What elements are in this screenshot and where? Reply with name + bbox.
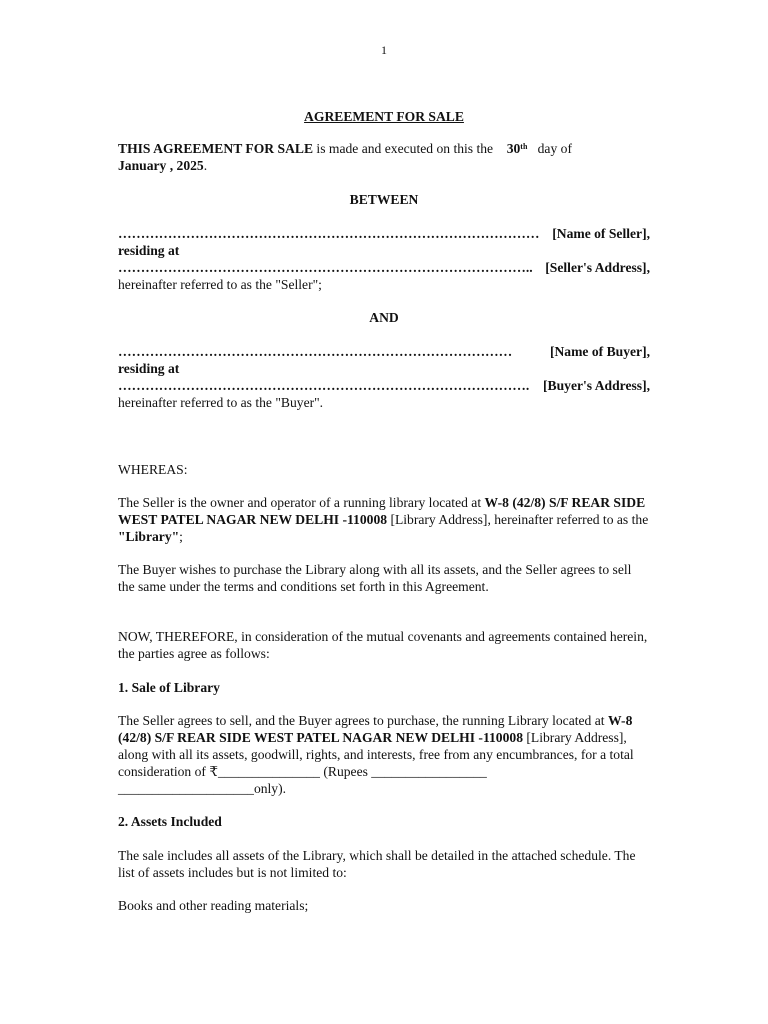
between-heading <box>0 191 768 208</box>
between-label: BETWEEN <box>349 192 419 207</box>
seller-name-line <box>118 225 650 242</box>
seller-address-label: [Seller's Address], <box>545 260 650 275</box>
recital-paragraph-1 <box>118 494 650 545</box>
buyer-section <box>118 343 650 411</box>
asset-item-books: Books and other reading materials; <box>118 898 309 913</box>
buyer-residing: residing at <box>118 361 180 376</box>
seller-residing: residing at <box>118 243 180 258</box>
page-number: 1 <box>381 43 387 57</box>
recital-1-text-2: [Library Address], hereinafter referred to as the <box>387 512 649 527</box>
title-text: AGREEMENT FOR SALE <box>304 109 464 124</box>
intro-day-suffix: th <box>520 142 528 151</box>
intro-paragraph <box>118 140 650 174</box>
section-1-heading <box>118 679 650 696</box>
whereas-label: WHEREAS: <box>118 462 188 477</box>
recital-paragraph-2: The Buyer wishes to purchase the Library along with all its assets, and the Seller agrees to sell the same under the terms and conditions set forth in this Agreement. <box>118 562 632 594</box>
now-therefore-paragraph: NOW, THEREFORE, in consideration of the mutual covenants and agreements contained herein, the parties agree as follows: <box>118 629 648 661</box>
section-2-paragraph: The sale includes all assets of the Library, which shall be detailed in the attached schedule. The list of assets includes but is not limited to: <box>118 848 636 880</box>
buyer-name-line <box>118 343 650 360</box>
recital-1-end: ; <box>179 529 183 544</box>
intro-period: . <box>203 158 208 173</box>
section-2-heading <box>118 813 650 830</box>
intro-text-2: day of <box>534 141 572 156</box>
section-1-text-2: [Library Address], along with all its assets, goodwill, rights, and interests, free from any encumbrances, for a total consideration of ₹_______________ (Rupees _________________ ____________________only). <box>118 730 634 796</box>
seller-address-blank: ……………………………………………………………………………….. <box>118 260 533 275</box>
and-heading <box>0 309 768 326</box>
buyer-name-blank: …………………………………………………………………………… <box>118 344 513 359</box>
document-title <box>0 108 768 125</box>
buyer-referred: hereinafter referred to as the "Buyer". <box>118 395 324 410</box>
seller-address-line <box>118 259 650 276</box>
and-label: AND <box>369 310 399 325</box>
seller-name-label: [Name of Seller], <box>552 226 650 241</box>
recital-1-address: W-8 (42/8) S/F REAR SIDE WEST PATEL NAGAR NEW DELHI -110008 <box>118 495 646 527</box>
buyer-name-label: [Name of Buyer], <box>549 344 650 359</box>
buyer-address-blank: ………………………………………………………………………………. <box>118 378 530 393</box>
seller-name-blank: ………………………………………………………………………………… <box>118 226 540 241</box>
recital-1-library: "Library" <box>118 529 180 544</box>
recital-1-text: The Seller is the owner and operator of a running library located at <box>118 495 485 510</box>
intro-date: January , 2025 <box>118 158 204 173</box>
intro-lead: THIS AGREEMENT FOR SALE <box>118 141 314 156</box>
section-2-title: 2. Assets Included <box>118 814 222 829</box>
intro-day: 30 <box>506 141 521 156</box>
seller-referred: hereinafter referred to as the "Seller"; <box>118 277 322 292</box>
section-1-address: W-8 (42/8) S/F REAR SIDE WEST PATEL NAGAR NEW DELHI -110008 <box>118 713 633 745</box>
seller-section <box>118 225 650 293</box>
section-1-paragraph <box>118 712 650 797</box>
buyer-address-line <box>118 377 650 394</box>
section-1-title: 1. Sale of Library <box>118 680 220 695</box>
buyer-address-label: [Buyer's Address], <box>543 378 650 393</box>
intro-text: is made and executed on this the <box>313 141 497 156</box>
section-1-text: The Seller agrees to sell, and the Buyer agrees to purchase, the running Library located at <box>118 713 608 728</box>
